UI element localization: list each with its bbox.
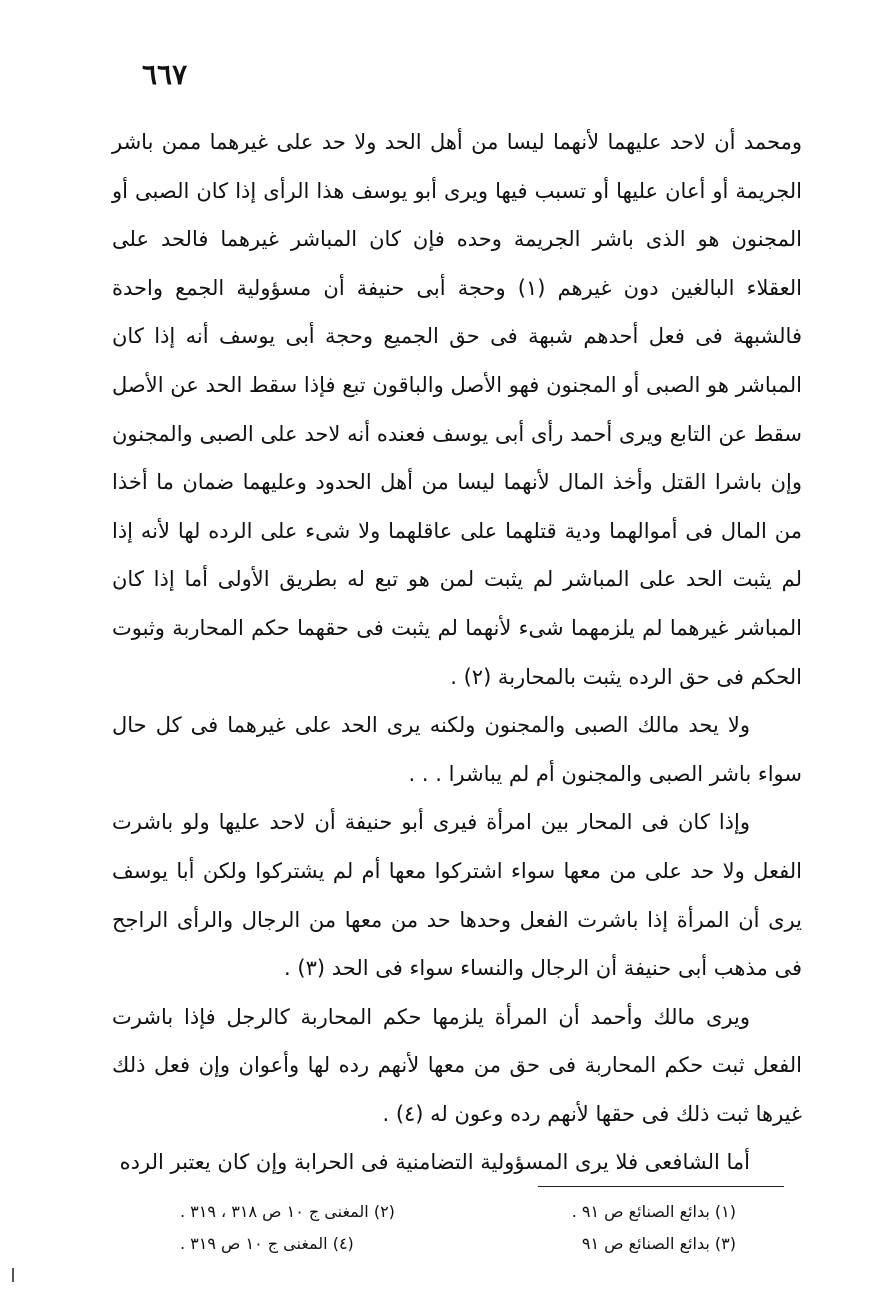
body-text	[112, 118, 802, 1187]
footnotes	[180, 1196, 736, 1260]
scan-edge-mark	[12, 1268, 14, 1282]
paragraph-3: وإذا كان فى المحار بين امرأة فيرى أبو حنيفة أن لاحد عليها ولو باشرت الفعل ولا حد على من معها سواء اشتركوا معها أم لم يشتركوا ولكن أبا يوسف يرى أن المرأة إذا باشرت الفعل وحدها حد من معها من الرجال والرأى الراجح فى مذهب أبى حنيفة أن الرجال والنساء سواء فى الحد (٣) .	[112, 810, 802, 981]
footnote-1: (١) بدائع الصنائع ص ٩١ .	[571, 1202, 736, 1221]
footnote-row	[180, 1196, 736, 1228]
paragraph-4: ويرى مالك وأحمد أن المرأة يلزمها حكم المحاربة كالرجل فإذا باشرت الفعل ثبت حكم المحاربة فى حق من معها لأنهم رده لها وأعوان وإن فعل ذلك غيرها ثبت ذلك فى حقها لأنهم رده وعون له (٤) .	[112, 1004, 802, 1126]
footnote-2: (٢) المغنى ج ١٠ ص ٣١٨ ، ٣١٩ .	[180, 1202, 395, 1221]
footnote-4: (٤) المغنى ج ١٠ ص ٣١٩ .	[180, 1234, 354, 1253]
paragraph-2: ولا يحد مالك الصبى والمجنون ولكنه يرى الحد على غيرهما فى كل حال سواء باشر الصبى والمجنون أم لم يباشرا . . .	[112, 713, 802, 786]
paragraph-5: أما الشافعى فلا يرى المسؤولية التضامنية فى الحرابة وإن كان يعتبر الرده	[119, 1150, 750, 1175]
footnote-divider	[538, 1186, 784, 1187]
footnote-row	[180, 1228, 736, 1260]
page-number: ٦٦٧	[142, 58, 188, 91]
paragraph-1: ومحمد أن لاحد عليهما لأنهما ليسا من أهل الحد ولا حد على غيرهما ممن باشر الجريمة أو أعان عليها أو تسبب فيها ويرى أبو يوسف هذا الرأى إذا كان الصبى أو المجنون هو الذى باشر الجريمة وحده فإن كان المباشر غيرهما فالحد على العقلاء البالغين دون غيرهم (١) وحجة أبى حنيفة أن مسؤولية الجمع واحدة فالشبهة فى فعل أحدهم شبهة فى حق الجميع وحجة أبى يوسف أنه إذا كان المباشر هو الصبى أو المجنون فهو الأصل والباقون تبع فإذا سقط الحد عن الأصل سقط عن التابع ويرى أحمد رأى أبى يوسف فعنده أنه لاحد على الصبى والمجنون وإن باشرا القتل وأخذ المال لأنهما ليسا من أهل الحدود وعليهما ضمان ما أخذا من المال فى أموالهما ودية قتلهما على عاقلهما ولا شىء على الرده لها لأنه إذا لم يثبت الحد على المباشر لم يثبت لمن هو تبع له بطريق الأولى أما إذا كان المباشر غيرهما لم يلزمهما شىء لأنهما لم يثبت فى حقهما حكم المحاربة وثبوت الحكم فى حق الرده يثبت بالمحاربة (٢) .	[112, 130, 803, 689]
footnote-3: (٣) بدائع الصنائع ص ٩١	[581, 1234, 736, 1253]
